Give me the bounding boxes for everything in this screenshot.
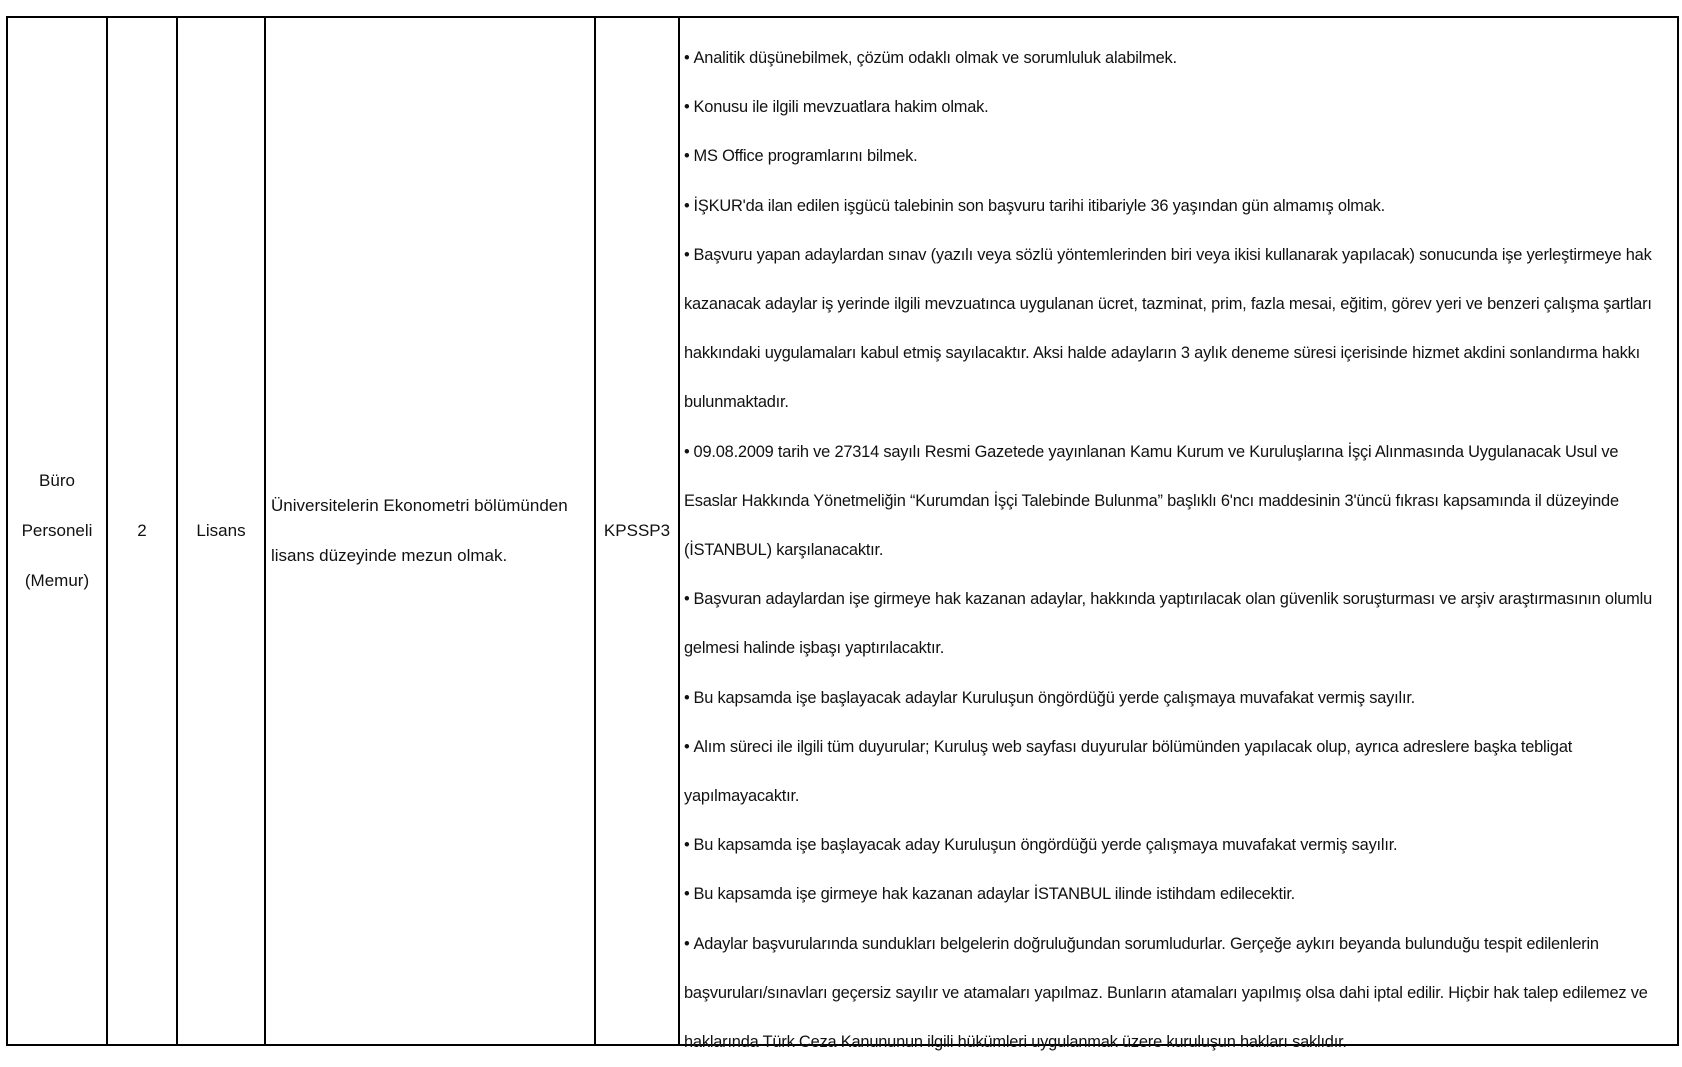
requirement-text: Başvuran adaylardan işe girmeye hak kazanan adaylar, hakkında yaptırılacak olan güvenlik soruşturması ve arşiv araştırmasının olumlu gelmesi halinde işbaşı yaptırılacaktır.	[684, 590, 1652, 658]
requirement-item	[684, 870, 1669, 919]
education-level: Lisans	[196, 521, 246, 540]
position-line: Büro	[39, 471, 75, 490]
requirement-item	[684, 821, 1669, 870]
bullet-marker: •	[684, 836, 690, 855]
bullet-marker: •	[684, 590, 690, 609]
requirement-text: Alım süreci ile ilgili tüm duyurular; Kuruluş web sayfası duyurular bölümünden yapılacak olup, ayrıca adreslere başka tebligat yapılmayacaktır.	[684, 737, 1573, 806]
position-cell	[8, 18, 108, 1044]
position-count: 2	[137, 521, 147, 540]
bullet-marker: •	[684, 49, 690, 67]
bullet-marker: •	[684, 934, 690, 953]
bullet-marker: •	[684, 245, 690, 264]
bullet-marker: •	[684, 196, 690, 215]
qualification-line: lisans düzeyinde mezun olmak.	[271, 546, 508, 565]
requirement-text: Konusu ile ilgili mevzuatlara hakim olmak.	[693, 98, 989, 117]
count-cell	[108, 18, 178, 1044]
requirement-text: Bu kapsamda işe başlayacak adaylar Kuruluşun öngördüğü yerde çalışmaya muvafakat vermiş sayılır.	[693, 688, 1416, 707]
requirement-item	[684, 428, 1669, 576]
requirement-item	[684, 920, 1669, 1067]
requirement-item	[684, 182, 1669, 231]
education-cell	[178, 18, 266, 1044]
bullet-marker: •	[684, 147, 690, 166]
requirement-item	[684, 231, 1669, 428]
job-requirements-table	[6, 16, 1679, 1052]
requirement-text: Bu kapsamda işe başlayacak aday Kuruluşun öngördüğü yerde çalışmaya muvafakat vermiş sayılır.	[693, 836, 1398, 855]
qualification-line: Üniversitelerin Ekonometri bölümünden	[271, 496, 568, 515]
requirement-text: İŞKUR'da ilan edilen işgücü talebinin son başvuru tarihi itibariyle 36 yaşından gün almamış olmak.	[693, 196, 1385, 215]
requirement-item	[684, 132, 1669, 181]
bullet-marker: •	[684, 442, 690, 461]
bullet-marker: •	[684, 688, 690, 707]
requirement-item	[684, 674, 1669, 723]
requirement-text: Bu kapsamda işe girmeye hak kazanan adaylar İSTANBUL ilinde istihdam edilecektir.	[693, 885, 1296, 904]
position-line: Personeli	[21, 521, 93, 540]
requirement-item	[684, 34, 1669, 83]
requirements-cell	[680, 18, 1677, 1052]
bullet-marker: •	[684, 885, 690, 904]
requirement-text: Analitik düşünebilmek, çözüm odaklı olmak ve sorumluluk alabilmek.	[693, 49, 1177, 67]
requirements-list	[684, 34, 1669, 1067]
exam-type: KPSSP3	[603, 521, 671, 540]
bullet-marker: •	[684, 98, 690, 117]
requirement-text: Başvuru yapan adaylardan sınav (yazılı veya sözlü yöntemlerinden biri veya ikisi kullanarak yapılacak) sonucunda işe yerleştirmeye hak kazanacak adaylar iş yerinde ilgili mevzuatınca uygulanan ücret, tazminat, prim, fazla mesai, eğitim, görev yeri ve benzeri çalışma şartları hakkındaki uygulamaları kabul etmiş sayılacaktır. Aksi halde adayların 3 aylık deneme süresi içerisinde hizmet akdini sonlandırma hakkı bulunmaktadır.	[684, 245, 1652, 412]
requirement-item	[684, 723, 1669, 821]
qualification-cell	[266, 18, 596, 1044]
position-line: (Memur)	[24, 571, 90, 590]
requirement-text: MS Office programlarını bilmek.	[693, 147, 918, 166]
requirement-text: 09.08.2009 tarih ve 27314 sayılı Resmi Gazetede yayınlanan Kamu Kurum ve Kuruluşlarına İşçi Alınmasında Uygulanacak Usul ve Esaslar Hakkında Yönetmeliğin “Kurumdan İşçi Talebinde Bulunma” başlıklı 6'ncı maddesinin 3'üncü fıkrası kapsamında il düzeyinde (İSTANBUL) karşılanacaktır.	[684, 442, 1619, 560]
exam-cell	[596, 18, 680, 1044]
bullet-marker: •	[684, 737, 690, 756]
requirement-item	[684, 83, 1669, 132]
requirement-text: Adaylar başvurularında sundukları belgelerin doğruluğundan sorumludurlar. Gerçeğe aykırı beyanda bulunduğu tespit edilenlerin başvuruları/sınavları geçersiz sayılır ve atamaları yapılmaz. Bunların atamaları yapılmış olsa dahi iptal edilir. Hiçbir hak talep edilemez ve haklarında Türk Ceza Kanununun ilgili hükümleri uygulanmak üzere kuruluşun hakları saklıdır.	[684, 934, 1648, 1052]
requirement-item	[684, 575, 1669, 673]
